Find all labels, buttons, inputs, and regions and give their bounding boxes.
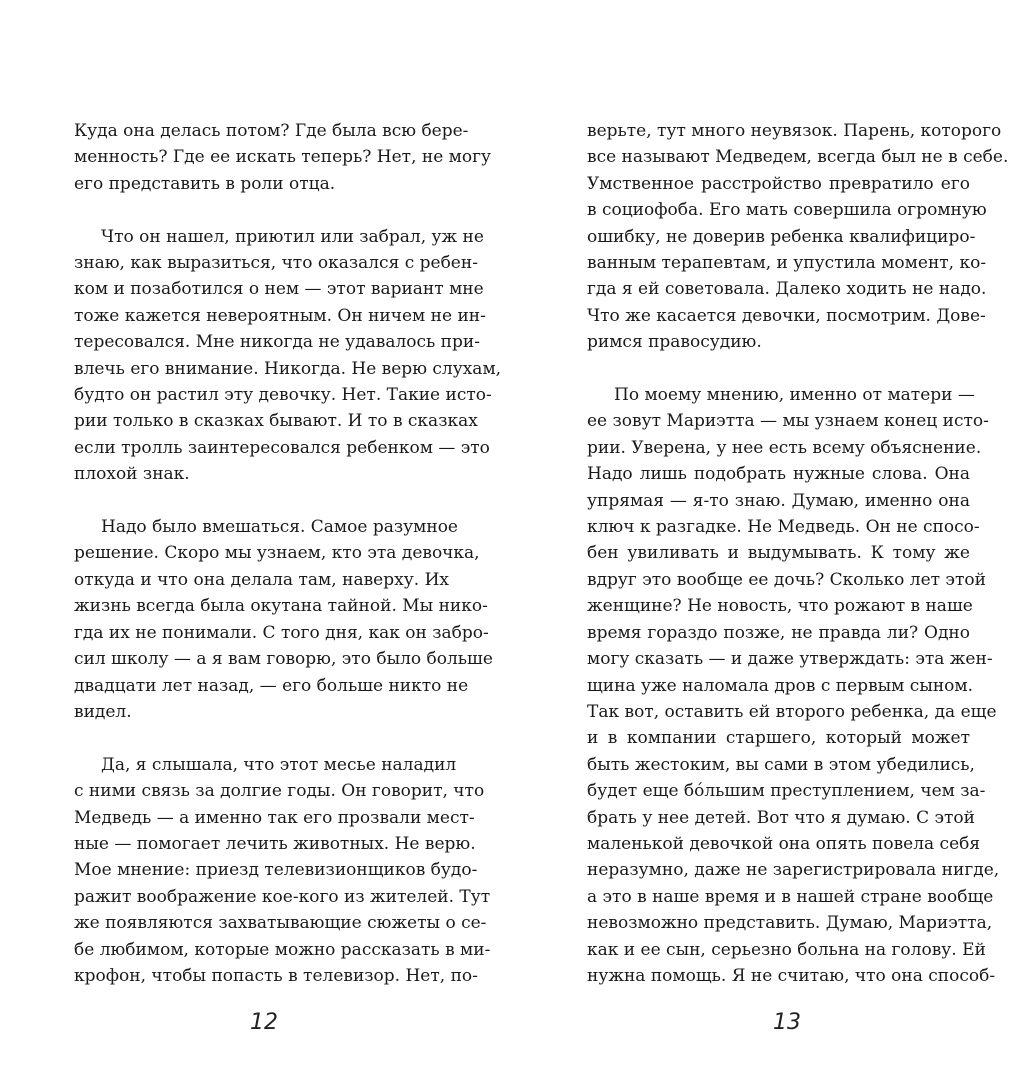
- paragraph: [74, 224, 502, 488]
- text-line: гда их не понимали. С того дня, как он забро-: [74, 622, 489, 643]
- page-number-left: 12: [250, 1010, 278, 1035]
- text-line: ражит воображение кое-кого из жителей. Тут: [74, 886, 491, 907]
- right-text-column: [587, 118, 1009, 989]
- text-line: жизнь всегда была окутана тайной. Мы нико-: [74, 596, 488, 617]
- text-line: Что он нашел, приютил или забрал, уж не: [101, 226, 484, 247]
- right-page: [508, 0, 1015, 1080]
- text-line: Куда она делась потом? Где была всю бере-: [74, 121, 469, 141]
- text-line: а это в наше время и в нашей стране вообще: [587, 886, 994, 907]
- text-line: По моему мнению, именно от матери —: [614, 385, 975, 406]
- paragraph: [74, 514, 493, 725]
- paragraph: [587, 118, 1009, 356]
- text-line: тересовался. Мне никогда не удавалось при-: [74, 332, 480, 353]
- text-line: невозможно представить. Думаю, Мариэтта,: [587, 913, 993, 934]
- text-line: Надо было вмешаться. Самое разумное: [101, 517, 458, 538]
- left-page: [0, 0, 507, 1080]
- text-line: тоже кажется невероятным. Он ничем не ин-: [74, 305, 486, 326]
- text-line: сил школу — а я вам говорю, это было больше: [74, 649, 493, 670]
- text-line: маленькой девочкой она опять повела себя: [587, 833, 981, 854]
- text-line: ные — помогает лечить животных. Не верю.: [74, 833, 476, 854]
- text-line: и в компании старшего, который может: [587, 728, 970, 749]
- text-line: ключ к разгадке. Не Медведь. Он не спосо-: [587, 517, 980, 538]
- text-line: бен увиливать и выдумывать. К тому же: [587, 543, 970, 564]
- text-line: все называют Медведем, всегда был не в себе.: [587, 147, 1009, 168]
- text-line: Что же касается девочки, посмотрим. Дове-: [587, 305, 986, 326]
- text-line: бе любимом, которые можно рассказать в ми-: [74, 939, 491, 960]
- text-line: упрямая — я-то знаю. Думаю, именно она: [587, 490, 970, 511]
- text-line: Мое мнение: приезд телевизионщиков будо-: [74, 860, 478, 881]
- text-line: щина уже наломала дров с первым сыном.: [587, 675, 974, 696]
- text-line: плохой знак.: [74, 464, 190, 485]
- text-line: в социофоба. Его мать совершила огромную: [587, 200, 987, 221]
- paragraph: [74, 752, 491, 990]
- paragraph: [587, 382, 1000, 989]
- page-number-right: 13: [773, 1010, 801, 1035]
- text-line: ошибку, не доверив ребенка квалифициро-: [587, 226, 976, 247]
- text-line: если тролль заинтересовался ребенком — это: [74, 437, 490, 458]
- text-line: рии. Уверена, у нее есть всему объяснение.: [587, 437, 982, 458]
- text-line: ее зовут Мариэтта — мы узнаем конец исто-: [587, 411, 989, 432]
- text-line: ванным терапевтам, и упустила момент, ко-: [587, 253, 987, 274]
- text-line: его представить в роли отца.: [74, 173, 336, 194]
- text-line: крофон, чтобы попасть в телевизор. Нет, по-: [74, 965, 478, 986]
- text-line: Да, я слышала, что этот месье наладил: [101, 754, 457, 775]
- text-line: верьте, тут много неувязок. Парень, которого: [587, 121, 1002, 141]
- text-line: видел.: [74, 701, 132, 722]
- text-line: же появляются захватывающие сюжеты о се-: [74, 913, 487, 934]
- text-line: как и ее сын, серьезно больна на голову. Ей: [587, 939, 986, 960]
- text-line: римся правосудию.: [587, 332, 762, 353]
- text-line: с ними связь за долгие годы. Он говорит, что: [74, 781, 485, 802]
- text-line: менность? Где ее искать теперь? Нет, не могу: [74, 147, 492, 168]
- left-text-column: [74, 118, 502, 989]
- text-line: будет еще бóльшим преступлением, чем за-: [587, 781, 986, 802]
- text-line: могу сказать — и даже утверждать: эта жен-: [587, 649, 993, 670]
- text-line: двадцати лет назад, — его больше никто не: [74, 675, 469, 696]
- text-line: рии только в сказках бывают. И то в сказках: [74, 411, 478, 432]
- text-line: время гораздо позже, не правда ли? Одно: [587, 622, 970, 643]
- text-line: Умственное расстройство превратило его: [587, 173, 970, 194]
- text-line: решение. Скоро мы узнаем, кто эта девочка,: [74, 543, 480, 564]
- text-line: ком и позаботился о нем — этот вариант мне: [74, 279, 484, 300]
- text-line: будто он растил эту девочку. Нет. Такие исто-: [74, 385, 492, 406]
- text-line: женщине? Не новость, что рожают в наше: [587, 596, 973, 617]
- text-line: Так вот, оставить ей второго ребенка, да еще: [587, 701, 997, 722]
- text-line: быть жестоким, вы сами в этом убедились,: [587, 754, 975, 775]
- text-line: Надо лишь подобрать нужные слова. Она: [587, 464, 970, 485]
- text-line: влечь его внимание. Никогда. Не верю слухам,: [74, 358, 502, 379]
- paragraph: [74, 118, 492, 197]
- text-line: брать у нее детей. Вот что я думаю. С этой: [587, 807, 975, 828]
- text-line: нужна помощь. Я не считаю, что она способ-: [587, 965, 996, 986]
- text-line: откуда и что она делала там, наверху. Их: [74, 569, 449, 590]
- text-line: гда я ей советовала. Далеко ходить не надо.: [587, 279, 987, 300]
- text-line: знаю, как выразиться, что оказался с ребен-: [74, 253, 478, 274]
- text-line: неразумно, даже не зарегистрировала нигде,: [587, 860, 1000, 881]
- text-line: вдруг это вообще ее дочь? Сколько лет этой: [587, 569, 986, 590]
- text-line: Медведь — а именно так его прозвали мест-: [74, 807, 475, 828]
